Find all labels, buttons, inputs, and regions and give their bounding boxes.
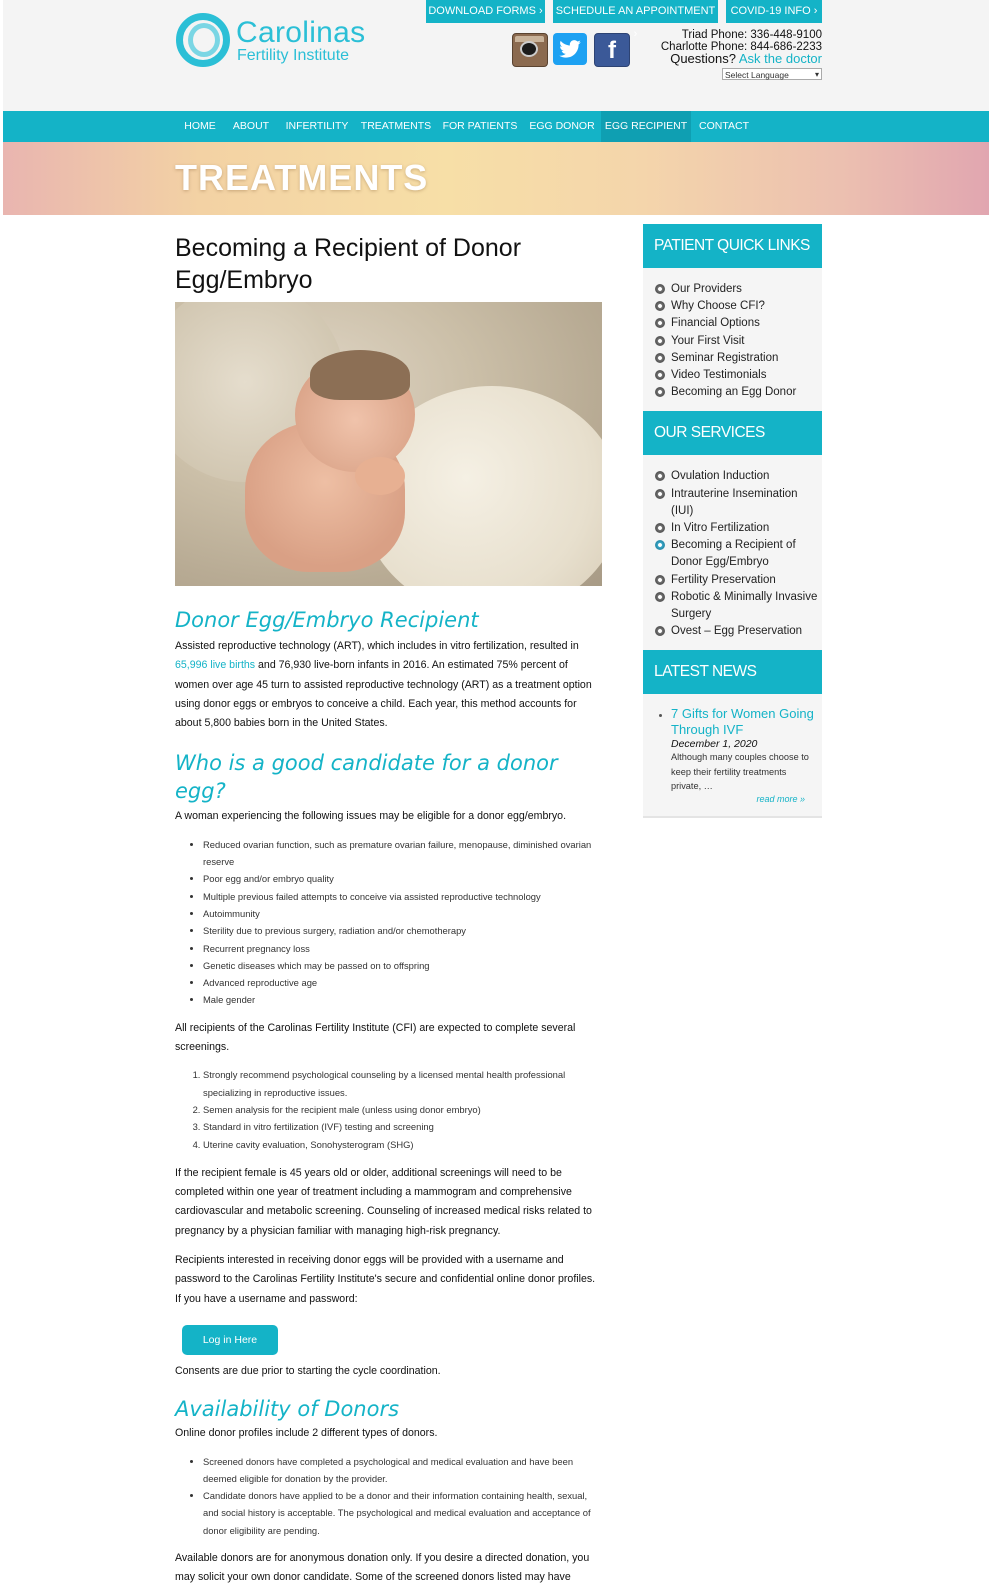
bullet-icon <box>655 540 665 550</box>
sidebar <box>643 224 822 818</box>
quick-link-first-visit[interactable] <box>655 333 822 350</box>
bullet-icon <box>655 523 665 533</box>
intro-text-a: Assisted reproductive technology (ART), which includes in vitro fertilization, resulted in <box>175 640 579 652</box>
questions-label: Questions? <box>670 51 736 66</box>
list-item: • Poor egg and/or embryo quality <box>203 870 603 887</box>
service-label: Ovest – Egg Preservation <box>671 625 803 638</box>
list-item: • Advanced reproductive age <box>203 974 603 991</box>
read-more-link[interactable]: read more » <box>756 793 805 804</box>
bullet-icon <box>655 284 665 294</box>
service-label: Robotic & Minimally Invasive Surgery <box>671 590 818 621</box>
nav-contact[interactable]: CONTACT <box>699 120 749 132</box>
list-item: • Male gender <box>203 991 603 1008</box>
service-ovulation[interactable] <box>655 468 822 485</box>
logo-sub-text: Fertility Institute <box>237 47 350 64</box>
nav-home[interactable]: HOME <box>184 120 216 132</box>
service-label: Intrauterine Insemination (IUI) <box>671 487 798 517</box>
page-banner <box>3 142 989 215</box>
profiles-paragraph: Recipients interested in receiving donor eggs will be provided with a username and password to the Carolinas Fertility Institute's secure and confidential online donor profiles. If you have a username and password: <box>175 1254 596 1305</box>
quick-link-label: Why Choose CFI? <box>671 300 765 313</box>
language-select[interactable] <box>722 68 822 80</box>
heading-availability: Availability of Donors <box>175 1397 400 1422</box>
list-item: • Reduced ovarian function, such as premature ovarian failure, menopause, diminished ovarian reserve <box>203 836 603 871</box>
service-recipient[interactable] <box>655 537 822 571</box>
list-item: • Recurrent pregnancy loss <box>203 940 603 957</box>
banner-title: TREATMENTS <box>175 157 429 198</box>
list-item: • Multiple previous failed attempts to conceive via assisted reproductive technology <box>203 888 603 905</box>
service-ovest[interactable] <box>655 623 822 640</box>
download-forms-button[interactable]: DOWNLOAD FORMS › <box>426 0 545 23</box>
list-item: • Sterility due to previous surgery, radiation and/or chemotherapy <box>203 922 603 939</box>
news-article-link[interactable]: • 7 Gifts for Women Going Through IVF <box>671 706 814 738</box>
bullet-icon <box>655 301 665 311</box>
service-label: Becoming a Recipient of Donor Egg/Embryo <box>671 539 796 569</box>
contact-phones <box>661 29 822 65</box>
schedule-appointment-button[interactable]: SCHEDULE AN APPOINTMENT › <box>553 0 718 23</box>
list-item: • Genetic diseases which may be passed on to offspring <box>203 957 603 974</box>
bullet-icon <box>655 489 665 499</box>
intro-paragraph <box>175 637 603 733</box>
bullet-icon <box>655 353 665 363</box>
services-box <box>643 455 822 650</box>
quick-links-title: PATIENT QUICK LINKS <box>643 224 822 268</box>
age-paragraph: If the recipient female is 45 years old or older, additional screenings will need to be completed within one year of treatment including a mammogram and comprehensive cardiovascular and metabolic screening. Counseling of increased medical risks related to pregnancy by a physician familiar with managing high-risk pregnancy. <box>175 1166 592 1237</box>
anonymous-paragraph: Available donors are for anonymous donation only. If you desire a directed donation, you may solicit your own donor candidate. Some of the screened donors listed may have <box>175 1551 590 1584</box>
quick-link-why-cfi[interactable] <box>655 298 822 315</box>
service-ivf[interactable] <box>655 520 822 537</box>
quick-link-egg-donor[interactable] <box>655 384 822 401</box>
list-item: 2. Semen analysis for the recipient male (unless using donor embryo) <box>203 1101 603 1118</box>
page <box>3 0 989 1585</box>
list-item: 1. Strongly recommend psychological counseling by a licensed mental health professional specializing in reproductive issues. <box>203 1066 603 1101</box>
quick-link-financial[interactable] <box>655 315 822 332</box>
list-item: 3. Standard in vitro fertilization (IVF) testing and screening <box>203 1118 603 1135</box>
quick-link-label: Our Providers <box>671 283 742 295</box>
logo[interactable] <box>176 13 376 73</box>
consents-paragraph: Consents are due prior to starting the cycle coordination. <box>175 1364 441 1377</box>
donor-types-list <box>175 1453 603 1539</box>
service-preservation[interactable] <box>655 572 822 589</box>
list-item: • Screened donors have completed a psychological and medical evaluation and have been deemed eligible for donation by the provider. <box>203 1453 603 1488</box>
instagram-icon[interactable] <box>512 33 548 67</box>
services-title: OUR SERVICES <box>643 411 822 455</box>
heading-candidate: Who is a good candidate for a donor egg? <box>175 751 558 804</box>
hero-image-baby <box>175 302 602 586</box>
nav-for-patients[interactable]: FOR PATIENTS <box>442 120 518 132</box>
quick-link-video[interactable] <box>655 367 822 384</box>
quick-link-label: Your First Visit <box>671 334 745 347</box>
news-title: LATEST NEWS <box>643 650 822 694</box>
login-button[interactable]: Log in Here <box>182 1325 278 1355</box>
live-births-link[interactable]: 65,996 live births <box>175 659 256 672</box>
nav-egg-recipient[interactable]: EGG RECIPIENT <box>601 111 691 142</box>
questions-line <box>661 53 822 65</box>
intro-text-b: and 76,930 live-born infants in 2016. An estimated 75% percent of women over age 45 turn to assisted reproductive technology (ART) as a treatment option using donor eggs or embryos to conceive a child. Each year, this method accounts for about 5,800 babies born in the United States. <box>175 659 592 730</box>
screenings-list <box>175 1066 603 1152</box>
quick-link-label: Becoming an Egg Donor <box>671 386 797 399</box>
quick-link-seminar[interactable] <box>655 350 822 367</box>
news-excerpt: Although many couples choose to keep their fertility treatments private, … <box>671 752 809 792</box>
main-content <box>175 232 603 1585</box>
covid-info-button[interactable]: COVID-19 INFO › <box>726 0 822 23</box>
nav-egg-donor[interactable]: EGG DONOR <box>529 120 595 132</box>
main-nav <box>3 111 989 142</box>
language-select-value: Select Language <box>725 70 789 80</box>
service-label: Fertility Preservation <box>671 573 776 586</box>
chevron-down-icon: ▾ <box>814 70 819 79</box>
list-item: • Autoimmunity <box>203 905 603 922</box>
nav-about[interactable]: ABOUT <box>232 120 270 132</box>
quick-link-label: Video Testimonials <box>671 369 767 382</box>
bullet-icon <box>655 471 665 481</box>
logo-main-text: Carolinas <box>236 16 366 49</box>
screenings-intro: All recipients of the Carolinas Fertility Institute (CFI) are expected to complete several screenings. <box>175 1021 576 1054</box>
issues-list <box>175 836 603 1009</box>
heading-recipient: Donor Egg/Embryo Recipient <box>175 608 479 632</box>
quick-link-providers[interactable] <box>655 281 822 298</box>
donor-types-intro: Online donor profiles include 2 different types of donors. <box>175 1427 438 1440</box>
bullet-icon <box>655 626 665 636</box>
nav-treatments[interactable]: TREATMENTS <box>360 120 432 132</box>
nav-infertility[interactable]: INFERTILITY <box>285 120 349 132</box>
news-date: December 1, 2020 <box>671 738 758 751</box>
bullet-icon <box>655 387 665 397</box>
bullet-icon <box>655 336 665 346</box>
news-box <box>643 694 822 818</box>
bullet-icon <box>655 370 665 380</box>
service-label: In Vitro Fertilization <box>671 522 770 535</box>
service-label: Ovulation Induction <box>671 470 770 483</box>
facebook-icon[interactable]: f <box>594 33 630 67</box>
bullet-icon <box>655 575 665 585</box>
candidate-intro: A woman experiencing the following issues may be eligible for a donor egg/embryo. <box>175 810 567 823</box>
service-iui[interactable] <box>655 486 822 520</box>
page-title: Becoming a Recipient of Donor Egg/Embryo <box>175 234 522 294</box>
service-robotic[interactable] <box>655 589 822 623</box>
triad-phone: Triad Phone: 336-448-9100 <box>681 29 822 41</box>
list-item: 4. Uterine cavity evaluation, Sonohysterogram (SHG) <box>203 1136 603 1153</box>
quick-links-box <box>643 268 822 411</box>
bullet-icon <box>655 318 665 328</box>
site-header <box>3 0 989 111</box>
twitter-icon[interactable] <box>553 33 587 65</box>
list-item: • Candidate donors have applied to be a donor and their information containing health, sexual, and social history is acceptable. The psychological and medical evaluation and acceptance of donor eligibility are pending. <box>203 1487 603 1539</box>
logo-mark-inner <box>188 23 220 57</box>
bullet-icon <box>655 592 665 602</box>
quick-link-label: Seminar Registration <box>671 351 779 364</box>
quick-link-label: Financial Options <box>671 317 760 330</box>
news-item <box>671 706 822 794</box>
charlotte-phone: Charlotte Phone: 844-686-2233 <box>660 41 822 53</box>
ask-doctor-link[interactable]: Ask the doctor <box>738 51 822 66</box>
